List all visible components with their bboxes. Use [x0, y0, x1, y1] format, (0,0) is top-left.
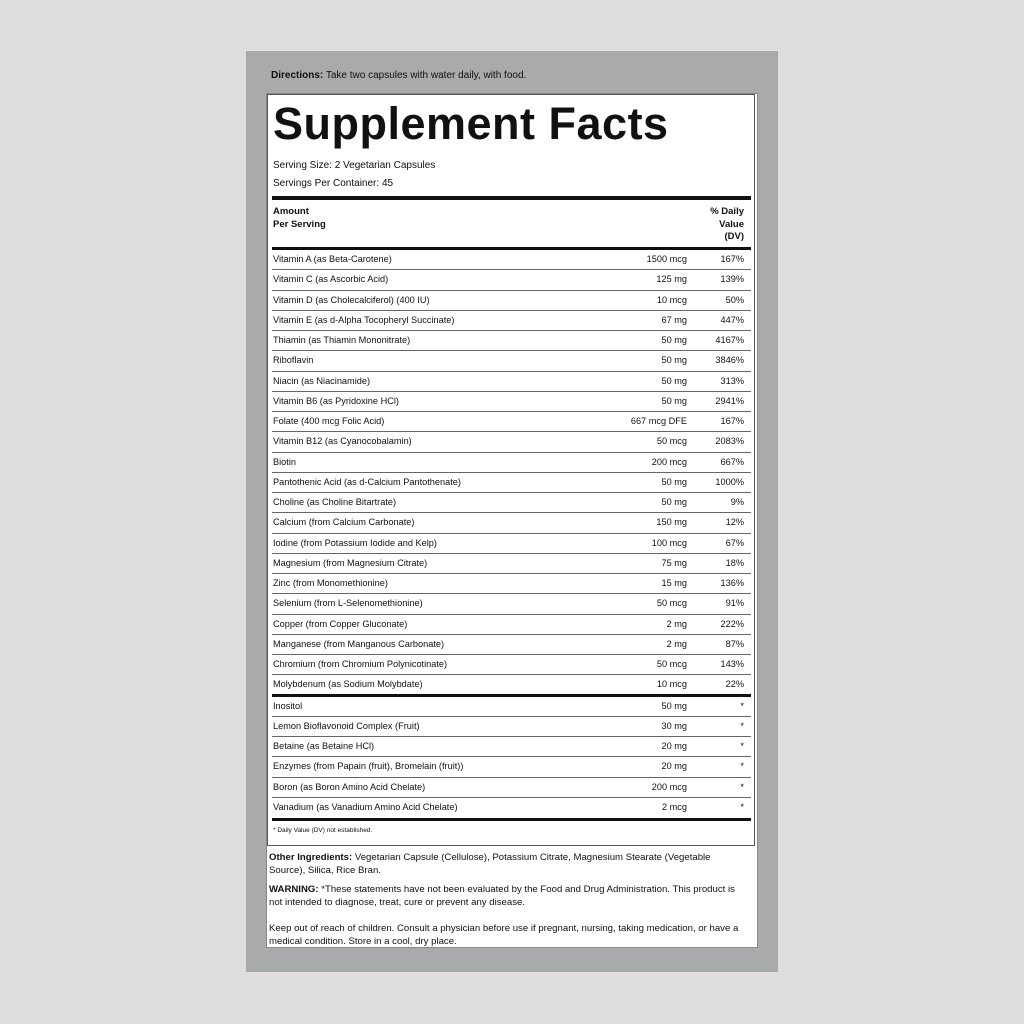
- nutrient-row: [272, 615, 751, 635]
- nutrient-amount: 50 mg: [661, 375, 687, 386]
- nutrient-name: Selenium (from L-Selenomethionine): [273, 598, 423, 609]
- amount-header-line2: Per Serving: [273, 218, 326, 230]
- nutrient-dv: *: [740, 720, 744, 731]
- warning-statement: [269, 883, 749, 909]
- nutrient-row: [272, 675, 751, 694]
- nutrient-amount: 75 mg: [661, 557, 687, 568]
- nutrient-name: Riboflavin: [273, 355, 314, 366]
- nutrient-dv: 1000%: [715, 476, 744, 487]
- nutrient-dv: 136%: [720, 578, 744, 588]
- dv-footnote: * Daily Value (DV) not established.: [273, 827, 373, 834]
- nutrient-row: [272, 291, 751, 311]
- dv-header-line2: Value: [719, 218, 744, 230]
- nutrient-row: [272, 473, 751, 493]
- other-ingredients: [269, 851, 749, 877]
- nutrient-amount: 200 mcg: [651, 456, 687, 467]
- nutrient-amount: 50 mg: [661, 497, 687, 507]
- nutrient-row: [272, 594, 751, 614]
- nutrient-row: [272, 798, 751, 817]
- nutrient-name: Boron (as Boron Amino Acid Chelate): [273, 781, 426, 792]
- nutrient-dv: 167%: [720, 416, 744, 426]
- nutrient-name: Thiamin (as Thiamin Mononitrate): [273, 335, 411, 345]
- nutrient-name: Niacin (as Niacinamide): [273, 375, 371, 386]
- nutrient-dv: 447%: [720, 314, 744, 325]
- nutrient-dv: 222%: [720, 618, 744, 629]
- nutrient-name: Chromium (from Chromium Polynicotinate): [273, 659, 448, 669]
- warning-label: WARNING:: [269, 884, 319, 895]
- nutrient-dv: *: [740, 700, 744, 711]
- nutrient-name: Biotin: [273, 456, 296, 467]
- nutrient-dv: 2941%: [715, 395, 744, 406]
- nutrient-amount: 10 mcg: [656, 294, 687, 305]
- nutrient-row: [272, 778, 751, 798]
- nutrient-dv: 313%: [720, 375, 744, 386]
- nutrient-amount: 10 mcg: [656, 679, 687, 690]
- vitamin-mineral-rows: [272, 250, 751, 695]
- other-ingredients-label: Other Ingredients:: [269, 852, 353, 863]
- nutrient-name: Pantothenic Acid (as d-Calcium Pantothenate): [273, 476, 461, 487]
- nutrient-name: Vitamin E (as d-Alpha Tocopheryl Succinate): [273, 314, 455, 325]
- nutrient-row: [272, 372, 751, 392]
- nutrient-name: Inositol: [273, 700, 303, 711]
- warning-text: *These statements have not been evaluated by the Food and Drug Administration. This product is not intended to diagnose, treat, cure or prevent any disease.: [269, 884, 735, 908]
- nutrient-dv: 2083%: [715, 436, 744, 447]
- nutrient-row: [272, 351, 751, 371]
- serving-size: Serving Size: 2 Vegetarian Capsules: [273, 160, 436, 171]
- nutrient-dv: 87%: [725, 638, 744, 649]
- nutrient-dv: *: [740, 741, 744, 752]
- nutrient-dv: 167%: [720, 254, 744, 264]
- nutrient-dv: *: [740, 781, 744, 792]
- nutrient-amount: 200 mcg: [651, 781, 687, 792]
- nutrient-amount: 15 mg: [661, 578, 687, 588]
- nutrient-row: [272, 554, 751, 574]
- nutrient-amount: 667 mcg DFE: [630, 416, 687, 426]
- nutrient-name: Iodine (from Potassium Iodide and Kelp): [273, 537, 437, 548]
- amount-per-serving-header: [273, 206, 326, 231]
- nutrient-row: [272, 635, 751, 655]
- nutrient-amount: 50 mcg: [656, 659, 687, 669]
- nutrient-row: [272, 432, 751, 452]
- amount-header-line1: Amount: [273, 206, 309, 217]
- dv-header-line1: % Daily: [710, 206, 744, 217]
- nutrient-name: Enzymes (from Papain (fruit), Bromelain (fruit)): [273, 761, 464, 772]
- nutrient-amount: 2 mcg: [661, 801, 687, 812]
- nutrient-amount: 50 mg: [661, 355, 687, 366]
- dv-header-line3: (DV): [724, 231, 744, 242]
- nutrient-dv: 3846%: [715, 355, 744, 366]
- nutrient-dv: *: [740, 801, 744, 812]
- nutrient-amount: 20 mg: [661, 741, 687, 752]
- nutrient-amount: 67 mg: [661, 314, 687, 325]
- nutrient-name: Vitamin A (as Beta-Carotene): [273, 254, 392, 264]
- nutrient-amount: 1500 mcg: [646, 254, 687, 264]
- nutrient-row: [272, 270, 751, 290]
- directions-text: [271, 69, 771, 83]
- nutrient-row: [272, 250, 751, 270]
- nutrient-row: [272, 331, 751, 351]
- nutrient-dv: 91%: [725, 598, 744, 609]
- nutrient-row: [272, 655, 751, 675]
- nutrient-amount: 2 mg: [666, 618, 687, 629]
- other-nutrient-rows: [272, 697, 751, 818]
- nutrient-row: [272, 453, 751, 473]
- nutrient-row: [272, 574, 751, 594]
- nutrient-row: [272, 392, 751, 412]
- nutrient-amount: 20 mg: [661, 761, 687, 772]
- nutrient-amount: 50 mg: [661, 476, 687, 487]
- nutrient-table: [272, 250, 751, 817]
- nutrient-dv: *: [740, 761, 744, 772]
- nutrient-row: [272, 717, 751, 737]
- nutrient-name: Manganese (from Manganous Carbonate): [273, 638, 445, 649]
- nutrient-dv: 667%: [720, 456, 744, 467]
- nutrient-row: [272, 513, 751, 533]
- supplement-facts-title: Supplement Facts: [273, 98, 669, 149]
- nutrient-name: Molybdenum (as Sodium Molybdate): [273, 679, 423, 690]
- nutrient-name: Vitamin B12 (as Cyanocobalamin): [273, 436, 412, 447]
- nutrient-amount: 50 mg: [661, 700, 687, 711]
- nutrient-name: Vitamin D (as Cholecalciferol) (400 IU): [273, 294, 430, 305]
- nutrient-row: [272, 697, 751, 717]
- nutrient-dv: 139%: [720, 274, 744, 285]
- nutrient-name: Folate (400 mcg Folic Acid): [273, 416, 385, 426]
- nutrient-name: Zinc (from Monomethionine): [273, 578, 388, 588]
- nutrient-dv: 22%: [725, 679, 744, 690]
- nutrient-amount: 30 mg: [661, 720, 687, 731]
- nutrient-name: Calcium (from Calcium Carbonate): [273, 517, 415, 528]
- nutrient-amount: 50 mcg: [656, 598, 687, 609]
- nutrient-amount: 50 mcg: [656, 436, 687, 447]
- nutrient-dv: 4167%: [715, 335, 744, 345]
- nutrient-name: Betaine (as Betaine HCl): [273, 741, 375, 752]
- nutrient-row: [272, 493, 751, 513]
- thick-divider-bottom: [272, 818, 751, 821]
- nutrient-name: Copper (from Copper Gluconate): [273, 618, 408, 629]
- nutrient-name: Magnesium (from Magnesium Citrate): [273, 557, 428, 568]
- other-ingredients-text: Vegetarian Capsule (Cellulose), Potassium Citrate, Magnesium Stearate (Vegetable Source), Silica, Rice Bran.: [269, 852, 711, 876]
- nutrient-name: Vitamin C (as Ascorbic Acid): [273, 274, 389, 285]
- nutrient-row: [272, 311, 751, 331]
- nutrient-dv: 18%: [725, 557, 744, 568]
- nutrient-name: Vanadium (as Vanadium Amino Acid Chelate): [273, 801, 458, 812]
- nutrient-dv: 9%: [730, 497, 744, 507]
- nutrient-name: Lemon Bioflavonoid Complex (Fruit): [273, 720, 420, 731]
- nutrient-name: Choline (as Choline Bitartrate): [273, 497, 397, 507]
- nutrient-dv: 67%: [725, 537, 744, 548]
- daily-value-header: [690, 206, 744, 244]
- nutrient-name: Vitamin B6 (as Pyridoxine HCl): [273, 395, 399, 406]
- thick-divider-top: [272, 196, 751, 200]
- nutrient-dv: 50%: [725, 294, 744, 305]
- nutrient-amount: 150 mg: [656, 517, 687, 528]
- servings-per-container: Servings Per Container: 45: [273, 178, 394, 189]
- nutrient-row: [272, 534, 751, 554]
- nutrient-row: [272, 412, 751, 432]
- nutrient-amount: 2 mg: [666, 638, 687, 649]
- nutrient-dv: 12%: [725, 517, 744, 528]
- nutrient-row: [272, 757, 751, 777]
- directions-label: Directions:: [271, 70, 324, 81]
- nutrient-amount: 125 mg: [656, 274, 687, 285]
- nutrient-amount: 50 mg: [661, 395, 687, 406]
- nutrient-dv: 143%: [720, 659, 744, 669]
- directions-body: Take two capsules with water daily, with food.: [323, 70, 527, 81]
- caution-statement: Keep out of reach of children. Consult a physician before use if pregnant, nursing, taking medication, or have a medical condition. Store in a cool, dry place.: [269, 923, 739, 947]
- nutrient-row: [272, 737, 751, 757]
- nutrient-amount: 50 mg: [661, 335, 687, 345]
- nutrient-amount: 100 mcg: [651, 537, 687, 548]
